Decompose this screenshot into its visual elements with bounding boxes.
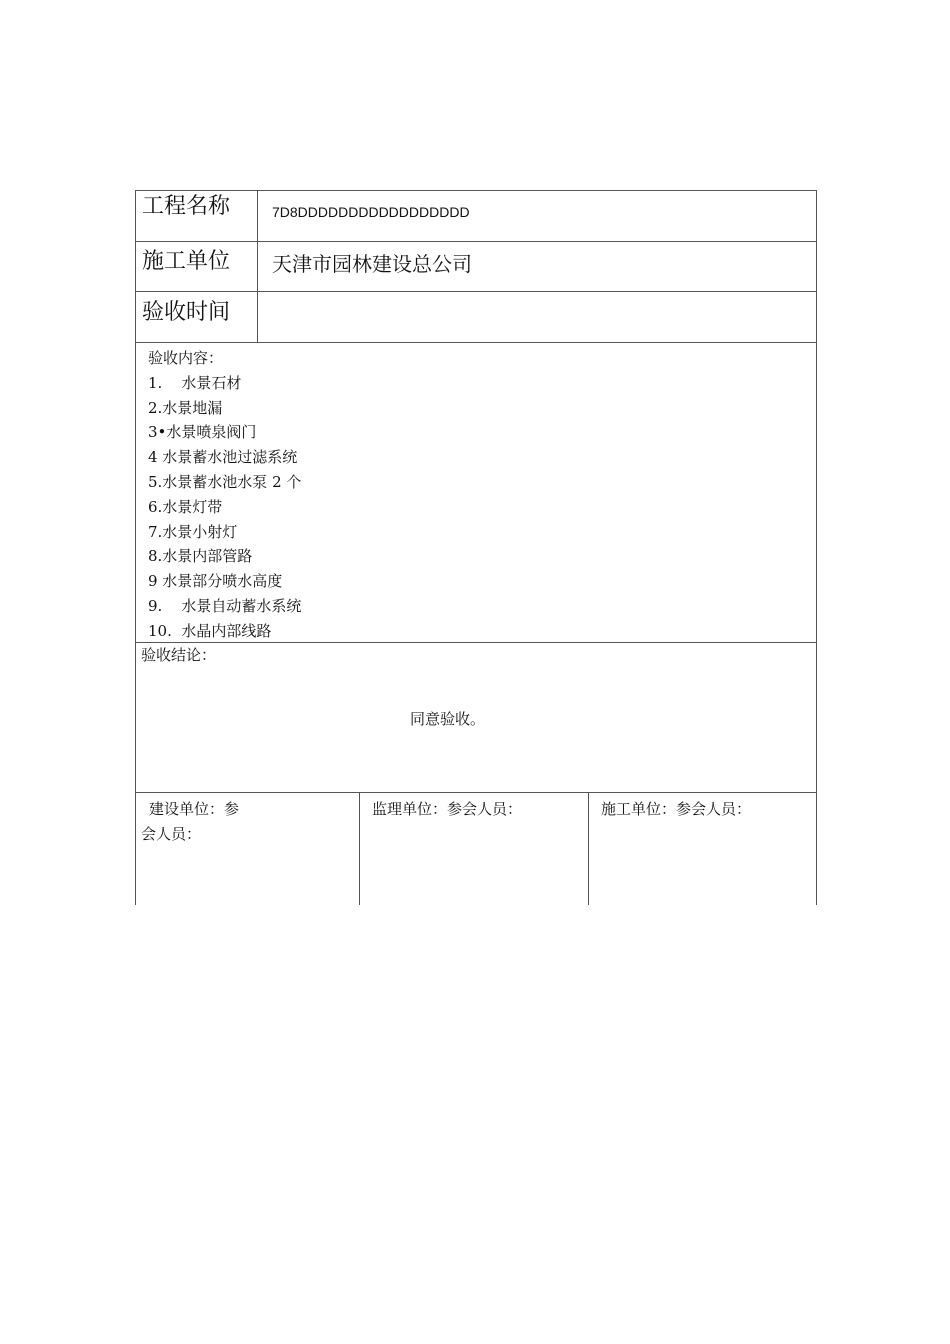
table-divider: [135, 291, 817, 292]
acceptance-time-label: 验收时间: [142, 300, 231, 325]
supervision-unit-signature: 监理单位：参会人员：: [372, 800, 523, 818]
conclusion-label: 验收结论：: [141, 646, 217, 664]
list-item: 9. 水景自动蓄水系统: [148, 596, 302, 615]
acceptance-contents: [148, 346, 301, 644]
table-border-left: [135, 190, 136, 905]
list-item: 10. 水晶内部线路: [148, 621, 272, 640]
list-item: 4 水景蓄水池过滤系统: [148, 448, 298, 467]
project-name-value: 7D8DDDDDDDDDDDDDDDDD: [272, 204, 470, 220]
project-name-label: 工程名称: [142, 194, 231, 219]
contractor-label: 施工单位: [142, 249, 231, 274]
list-item: 8.水景内部管路: [148, 547, 253, 566]
contractor-value: 天津市园林建设总公司: [272, 252, 472, 276]
list-item: 6.水景灯带: [148, 497, 223, 516]
list-item: 5.水景蓄水池水泵 2 个: [148, 472, 302, 491]
list-item: 9 水景部分喷水高度: [148, 572, 283, 591]
list-item: 2.水景地漏: [148, 398, 223, 417]
list-item: 1. 水景石材: [148, 373, 242, 392]
table-border-right: [816, 190, 817, 905]
conclusion-text: 同意验收。: [410, 710, 486, 728]
list-item: 3•水景喷泉阀门: [148, 423, 257, 442]
table-column-divider: [588, 792, 589, 905]
construction-unit-label: 建设单位：参: [149, 800, 240, 818]
list-item: 7.水景小射灯: [148, 522, 238, 541]
table-column-divider: [257, 190, 258, 342]
contents-title: 验收内容：: [148, 349, 224, 367]
acceptance-form: [135, 190, 817, 905]
table-divider: [135, 792, 817, 793]
table-divider: [135, 241, 817, 242]
table-border-top: [135, 190, 817, 191]
table-column-divider: [359, 792, 360, 905]
contractor-unit-signature: 施工单位：参会人员：: [601, 800, 752, 818]
table-divider: [135, 342, 817, 343]
construction-unit-signature: [141, 797, 281, 847]
construction-unit-attendees-label: 会人员：: [141, 825, 202, 843]
